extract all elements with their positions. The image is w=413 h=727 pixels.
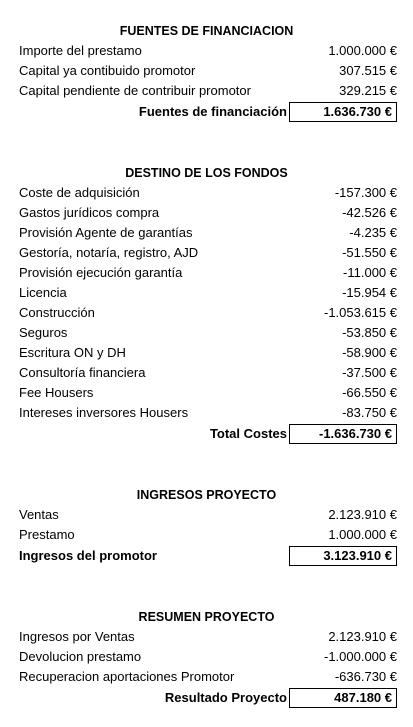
- total-value: 487.180 €: [289, 688, 397, 708]
- row-label: Importe del prestamo: [19, 43, 142, 58]
- total-label: Resultado Proyecto: [164, 690, 287, 705]
- table-row: [0, 647, 413, 667]
- total-label: Ingresos del promotor: [19, 548, 157, 563]
- row-label: Recuperacion aportaciones Promotor: [19, 669, 235, 684]
- row-value: 1.000.000 €: [328, 43, 397, 58]
- table-row: [0, 203, 413, 223]
- table-row: [0, 667, 413, 687]
- row-label: Fee Housers: [19, 385, 94, 400]
- total-value: 3.123.910 €: [289, 546, 397, 566]
- table-row: [0, 383, 413, 403]
- row-label: Licencia: [19, 285, 67, 300]
- row-label: Escritura ON y DH: [19, 345, 126, 360]
- row-value: -66.550 €: [342, 385, 397, 400]
- row-label: Capital ya contibuido promotor: [19, 63, 196, 78]
- row-label: Provisión Agente de garantías: [19, 225, 193, 240]
- table-row: [0, 303, 413, 323]
- row-value: -37.500 €: [342, 365, 397, 380]
- table-row: [0, 525, 413, 545]
- row-label: Gastos jurídicos compra: [19, 205, 160, 220]
- row-value: 329.215 €: [339, 83, 397, 98]
- row-value: -1.053.615 €: [323, 305, 397, 320]
- row-value: -83.750 €: [342, 405, 397, 420]
- row-value: -11.000 €: [343, 265, 397, 280]
- row-label: Gestoría, notaría, registro, AJD: [19, 245, 199, 260]
- row-value: 1.000.000 €: [328, 527, 397, 542]
- table-row: [0, 323, 413, 343]
- table-row: [0, 81, 413, 101]
- row-value: -42.526 €: [342, 205, 397, 220]
- table-row: [0, 223, 413, 243]
- total-label: Fuentes de financiación: [138, 104, 287, 119]
- row-value: -51.550 €: [342, 245, 397, 260]
- table-row: [0, 363, 413, 383]
- table-row: [0, 403, 413, 423]
- row-label: Prestamo: [19, 527, 75, 542]
- row-value: 2.123.910 €: [328, 629, 397, 644]
- section-title: INGRESOS PROYECTO: [136, 488, 277, 502]
- row-label: Capital pendiente de contribuir promotor: [19, 83, 251, 98]
- total-row: [0, 102, 413, 122]
- row-value: 307.515 €: [339, 63, 397, 78]
- row-value: -53.850 €: [342, 325, 397, 340]
- row-value: -636.730 €: [334, 669, 397, 684]
- table-row: [0, 183, 413, 203]
- row-label: Ventas: [19, 507, 59, 522]
- total-row: [0, 424, 413, 444]
- table-row: [0, 283, 413, 303]
- table-row: [0, 627, 413, 647]
- table-row: [0, 505, 413, 525]
- row-value: -15.954 €: [342, 285, 397, 300]
- total-row: [0, 688, 413, 708]
- row-label: Devolucion prestamo: [19, 649, 142, 664]
- row-label: Ingresos por Ventas: [19, 629, 135, 644]
- total-row: [0, 546, 413, 566]
- row-value: -157.300 €: [334, 185, 397, 200]
- row-label: Intereses inversores Housers: [19, 405, 189, 420]
- total-label: Total Costes: [209, 426, 287, 441]
- table-row: [0, 243, 413, 263]
- table-row: [0, 263, 413, 283]
- table-row: [0, 41, 413, 61]
- section-title: DESTINO DE LOS FONDOS: [125, 166, 288, 180]
- row-label: Consultoría financiera: [19, 365, 146, 380]
- section-title: RESUMEN PROYECTO: [138, 610, 275, 624]
- row-value: -4.235 €: [349, 225, 397, 240]
- row-value: -1.000.000 €: [323, 649, 397, 664]
- section-title: FUENTES DE FINANCIACION: [119, 24, 294, 38]
- row-label: Provisión ejecución garantía: [19, 265, 183, 280]
- row-value: -58.900 €: [342, 345, 397, 360]
- row-label: Coste de adquisición: [19, 185, 140, 200]
- total-value: -1.636.730 €: [289, 424, 397, 444]
- total-value: 1.636.730 €: [289, 102, 397, 122]
- row-label: Seguros: [19, 325, 68, 340]
- row-label: Construcción: [19, 305, 95, 320]
- table-row: [0, 343, 413, 363]
- row-value: 2.123.910 €: [328, 507, 397, 522]
- table-row: [0, 61, 413, 81]
